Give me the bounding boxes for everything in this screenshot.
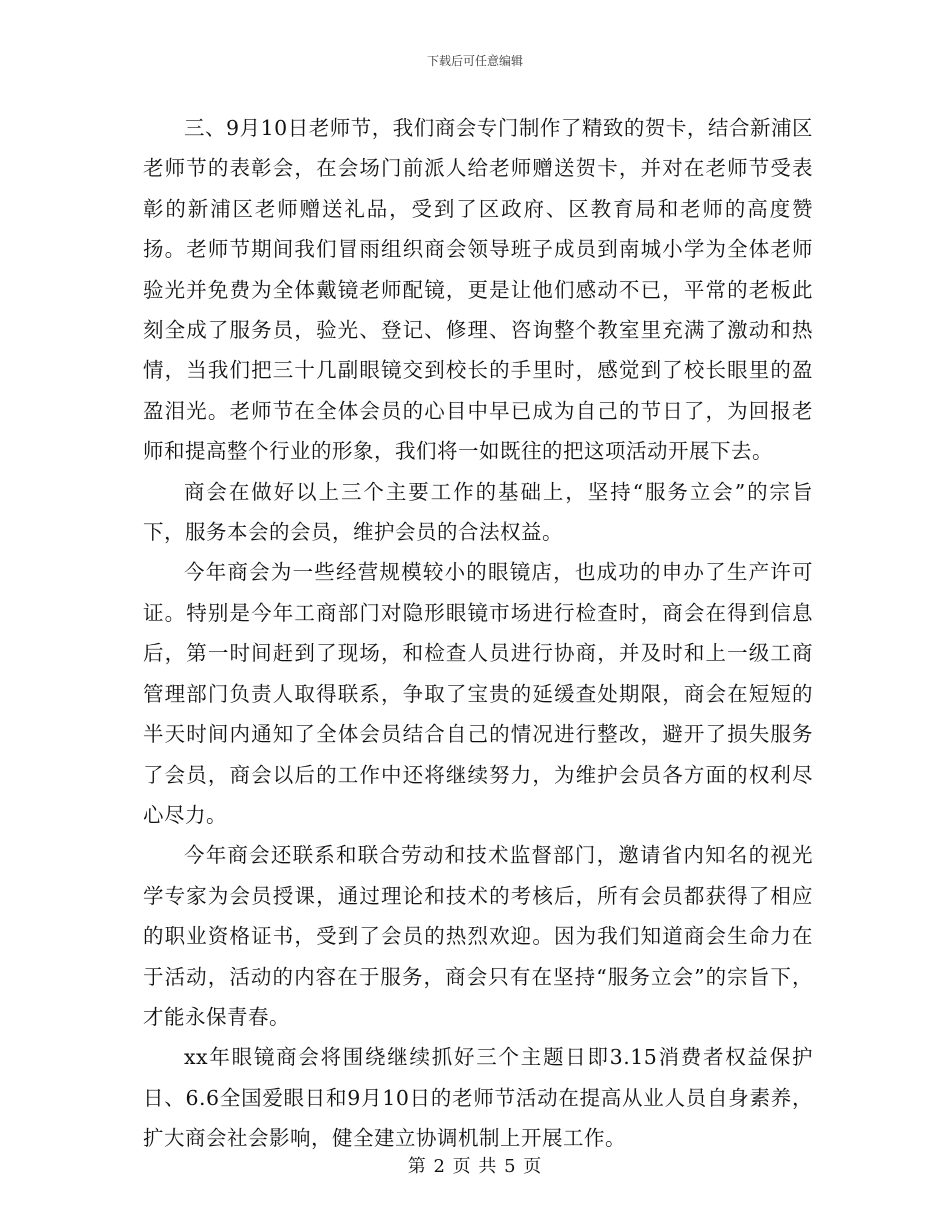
paragraph-training: 今年商会还联系和联合劳动和技术监督部门，邀请省内知名的视光学专家为会员授课，通过理论和技术的考核后，所有会员都获得了相应的职业资格证书，受到了会员的热烈欢迎。因为我们知道商会生命力在于活动，活动的内容在于服务，商会只有在坚持“服务立会”的宗旨下，才能永保青春。 bbox=[143, 843, 813, 1029]
document-body bbox=[143, 108, 813, 1159]
paragraph-teachers-day: 三、9月10日老师节，我们商会专门制作了精致的贺卡，结合新浦区老师节的表彰会，在会场门前派人给老师赠送贺卡，并对在老师节受表彰的新浦区老师赠送礼品，受到了区政府、区教育局和老师的高度赞扬。老师节期间我们冒雨组织商会领导班子成员到南城小学为全体老师验光并免费为全体戴镜老师配镜，更是让他们感动不已，平常的老板此刻全成了服务员，验光、登记、修理、咨询整个教室里充满了激动和热情，当我们把三十几副眼镜交到校长的手里时，感觉到了校长眼里的盈盈泪光。老师节在全体会员的心目中早已成为自己的节日了，为回报老师和提高整个行业的形象，我们将一如既往的把这项活动开展下去。 bbox=[143, 116, 813, 464]
paragraph-licensing: 今年商会为一些经营规模较小的眼镜店，也成功的申办了生产许可证。特别是今年工商部门对隐形眼镜市场进行检查时，商会在得到信息后，第一时间赶到了现场，和检查人员进行协商，并及时和上一级工商管理部门负责人取得联系，争取了宝贵的延缓查处期限，商会在短短的半天时间内通知了全体会员结合自己的情况进行整改，避开了损失服务了会员，商会以后的工作中还将继续努力，为维护会员各方面的权利尽心尽力。 bbox=[143, 560, 813, 827]
page-number-footer: 第 2 页 共 5 页 bbox=[407, 1156, 543, 1177]
page-header-note: 下载后可任意编辑 bbox=[426, 54, 523, 68]
paragraph-service-principle: 商会在做好以上三个主要工作的基础上，坚持“服务立会”的宗旨下，服务本会的会员，维护会员的合法权益。 bbox=[143, 479, 813, 545]
paragraph-next-year-plan: xx年眼镜商会将围绕继续抓好三个主题日即3.15消费者权益保护日、6.6全国爱眼日和9月10日的老师节活动在提高从业人员自身素养，扩大商会社会影响，健全建立协调机制上开展工作。 bbox=[143, 1045, 813, 1151]
